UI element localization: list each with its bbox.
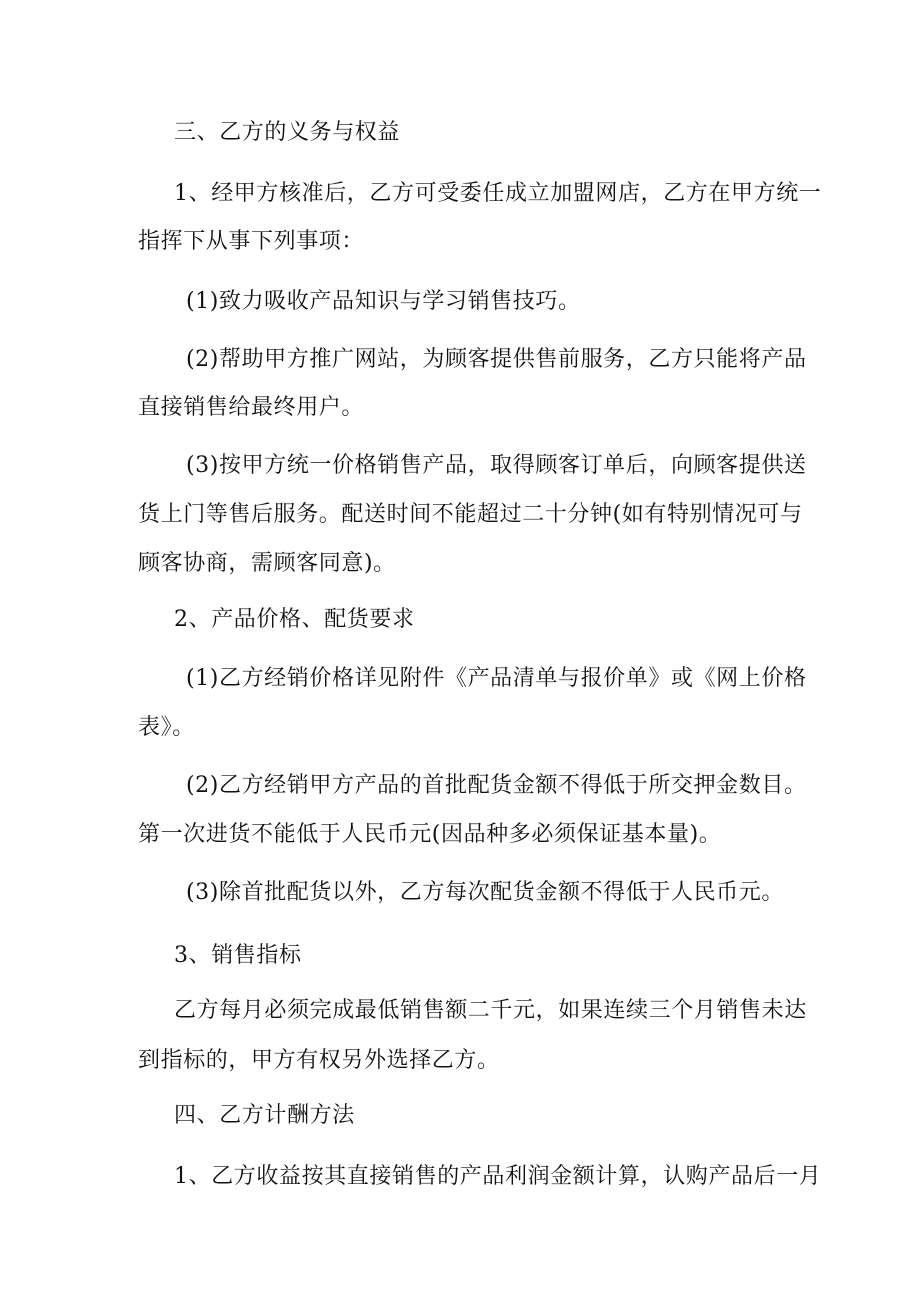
list-item-line: 第一次进货不能低于人民币元(因品种多必须保证基本量)。 (138, 822, 722, 847)
section-heading-compensation: 四、乙方计酬方法 (174, 1103, 355, 1128)
paragraph-line: 到指标的，甲方有权另外选择乙方。 (138, 1048, 500, 1073)
list-item-line: (2)帮助甲方推广网站，为顾客提供售前服务，乙方只能将产品 (186, 347, 807, 372)
subsection-heading-sales-target: 3、销售指标 (174, 943, 302, 968)
list-item-line: 顾客协商，需顾客同意)。 (138, 551, 396, 576)
list-item-line: 直接销售给最终用户。 (138, 395, 365, 420)
paragraph-line: 1、乙方收益按其直接销售的产品利润金额计算，认购产品后一月 (174, 1164, 822, 1189)
list-item-line: (3)按甲方统一价格销售产品，取得顾客订单后，向顾客提供送 (186, 453, 807, 478)
list-item-line: 货上门等售后服务。配送时间不能超过二十分钟(如有特别情况可与 (138, 502, 803, 527)
list-item-line: 表》。 (138, 715, 195, 740)
list-item-line: (1)致力吸收产品知识与学习销售技巧。 (186, 289, 581, 314)
section-heading-party-b-obligations: 三、乙方的义务与权益 (174, 120, 401, 145)
paragraph-line: 乙方每月必须完成最低销售额二千元，如果连续三个月销售未达 (174, 998, 807, 1023)
list-item-line: (2)乙方经销甲方产品的首批配货金额不得低于所交押金数目。 (186, 773, 807, 798)
list-item-line: (3)除首批配货以外，乙方每次配货金额不得低于人民币元。 (186, 880, 784, 905)
subsection-heading-pricing: 2、产品价格、配货要求 (174, 607, 415, 632)
paragraph-line: 1、经甲方核准后，乙方可受委任成立加盟网店，乙方在甲方统一 (174, 181, 822, 206)
paragraph-line: 指挥下从事下列事项： (138, 229, 365, 254)
list-item-line: (1)乙方经销价格详见附件《产品清单与报价单》或《网上价格 (186, 666, 807, 691)
